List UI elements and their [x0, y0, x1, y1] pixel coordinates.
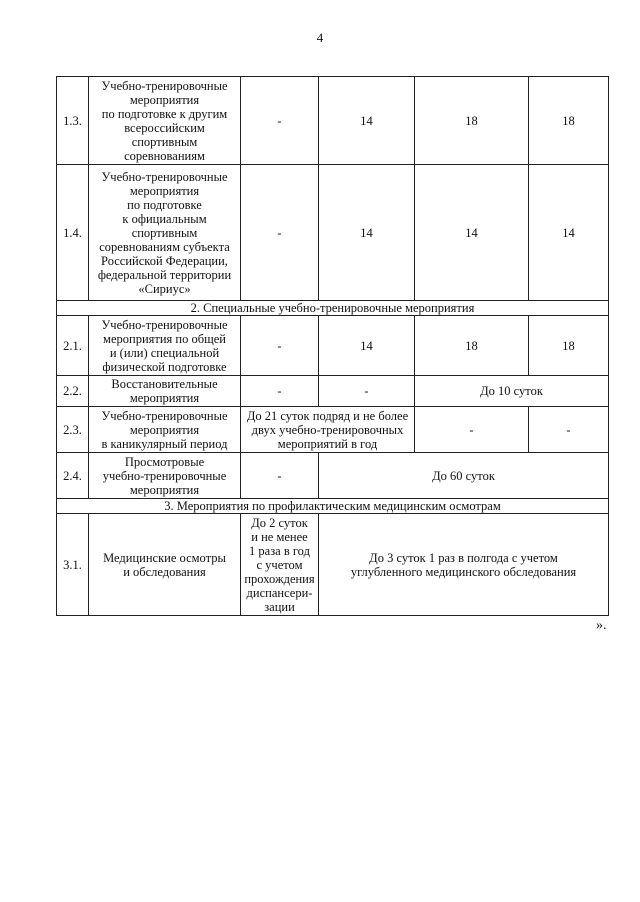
value-cell: 14 [529, 165, 609, 301]
value-cell: - [241, 77, 319, 165]
value-cell: 14 [319, 165, 415, 301]
table-row [57, 77, 609, 165]
table-row [57, 165, 609, 301]
value-cell: - [241, 165, 319, 301]
section-header-row [57, 499, 609, 514]
value-cell: - [529, 407, 609, 453]
event-name: Восстановительные мероприятия [89, 376, 241, 407]
event-name: Учебно-тренировочные мероприятия по подготовке к другим всероссийским спортивным соревнованиям [89, 77, 241, 165]
value-cell: До 21 суток подряд и не более двух учебно-тренировочных мероприятий в год [241, 407, 415, 453]
training-events-table [56, 76, 609, 616]
value-cell: 18 [415, 316, 529, 376]
row-number: 2.3. [57, 407, 89, 453]
row-number: 2.4. [57, 453, 89, 499]
value-cell: До 60 суток [319, 453, 609, 499]
section-title: 3. Мероприятия по профилактическим медицинским осмотрам [57, 499, 609, 514]
value-cell: - [415, 407, 529, 453]
event-name: Учебно-тренировочные мероприятия по общей и (или) специальной физической подготовке [89, 316, 241, 376]
row-number: 1.3. [57, 77, 89, 165]
row-number: 2.2. [57, 376, 89, 407]
value-cell: 18 [529, 316, 609, 376]
value-cell: До 2 суток и не менее 1 раза в год с учетом прохождения диспансери- зации [241, 514, 319, 616]
section-title: 2. Специальные учебно-тренировочные мероприятия [57, 301, 609, 316]
value-cell: - [241, 316, 319, 376]
row-number: 2.1. [57, 316, 89, 376]
table-row [57, 514, 609, 616]
value-cell: 14 [415, 165, 529, 301]
value-cell: - [319, 376, 415, 407]
table-row [57, 316, 609, 376]
page-number: 4 [316, 30, 324, 45]
event-name: Просмотровые учебно-тренировочные мероприятия [89, 453, 241, 499]
row-number: 1.4. [57, 165, 89, 301]
value-cell: - [241, 376, 319, 407]
section-header-row [57, 301, 609, 316]
value-cell: - [241, 453, 319, 499]
table-row [57, 407, 609, 453]
value-cell: До 10 суток [415, 376, 609, 407]
closing-quote-mark: ». [596, 618, 607, 633]
table-row [57, 453, 609, 499]
value-cell: 14 [319, 77, 415, 165]
value-cell: 18 [415, 77, 529, 165]
table-row [57, 376, 609, 407]
event-name: Учебно-тренировочные мероприятия по подготовке к официальным спортивным соревнованиям субъекта Российской Федерации, федеральной территории «Сириус» [89, 165, 241, 301]
event-name: Учебно-тренировочные мероприятия в каникулярный период [89, 407, 241, 453]
value-cell: До 3 суток 1 раз в полгода с учетом углубленного медицинского обследования [319, 514, 609, 616]
value-cell: 18 [529, 77, 609, 165]
row-number: 3.1. [57, 514, 89, 616]
event-name: Медицинские осмотры и обследования [89, 514, 241, 616]
value-cell: 14 [319, 316, 415, 376]
